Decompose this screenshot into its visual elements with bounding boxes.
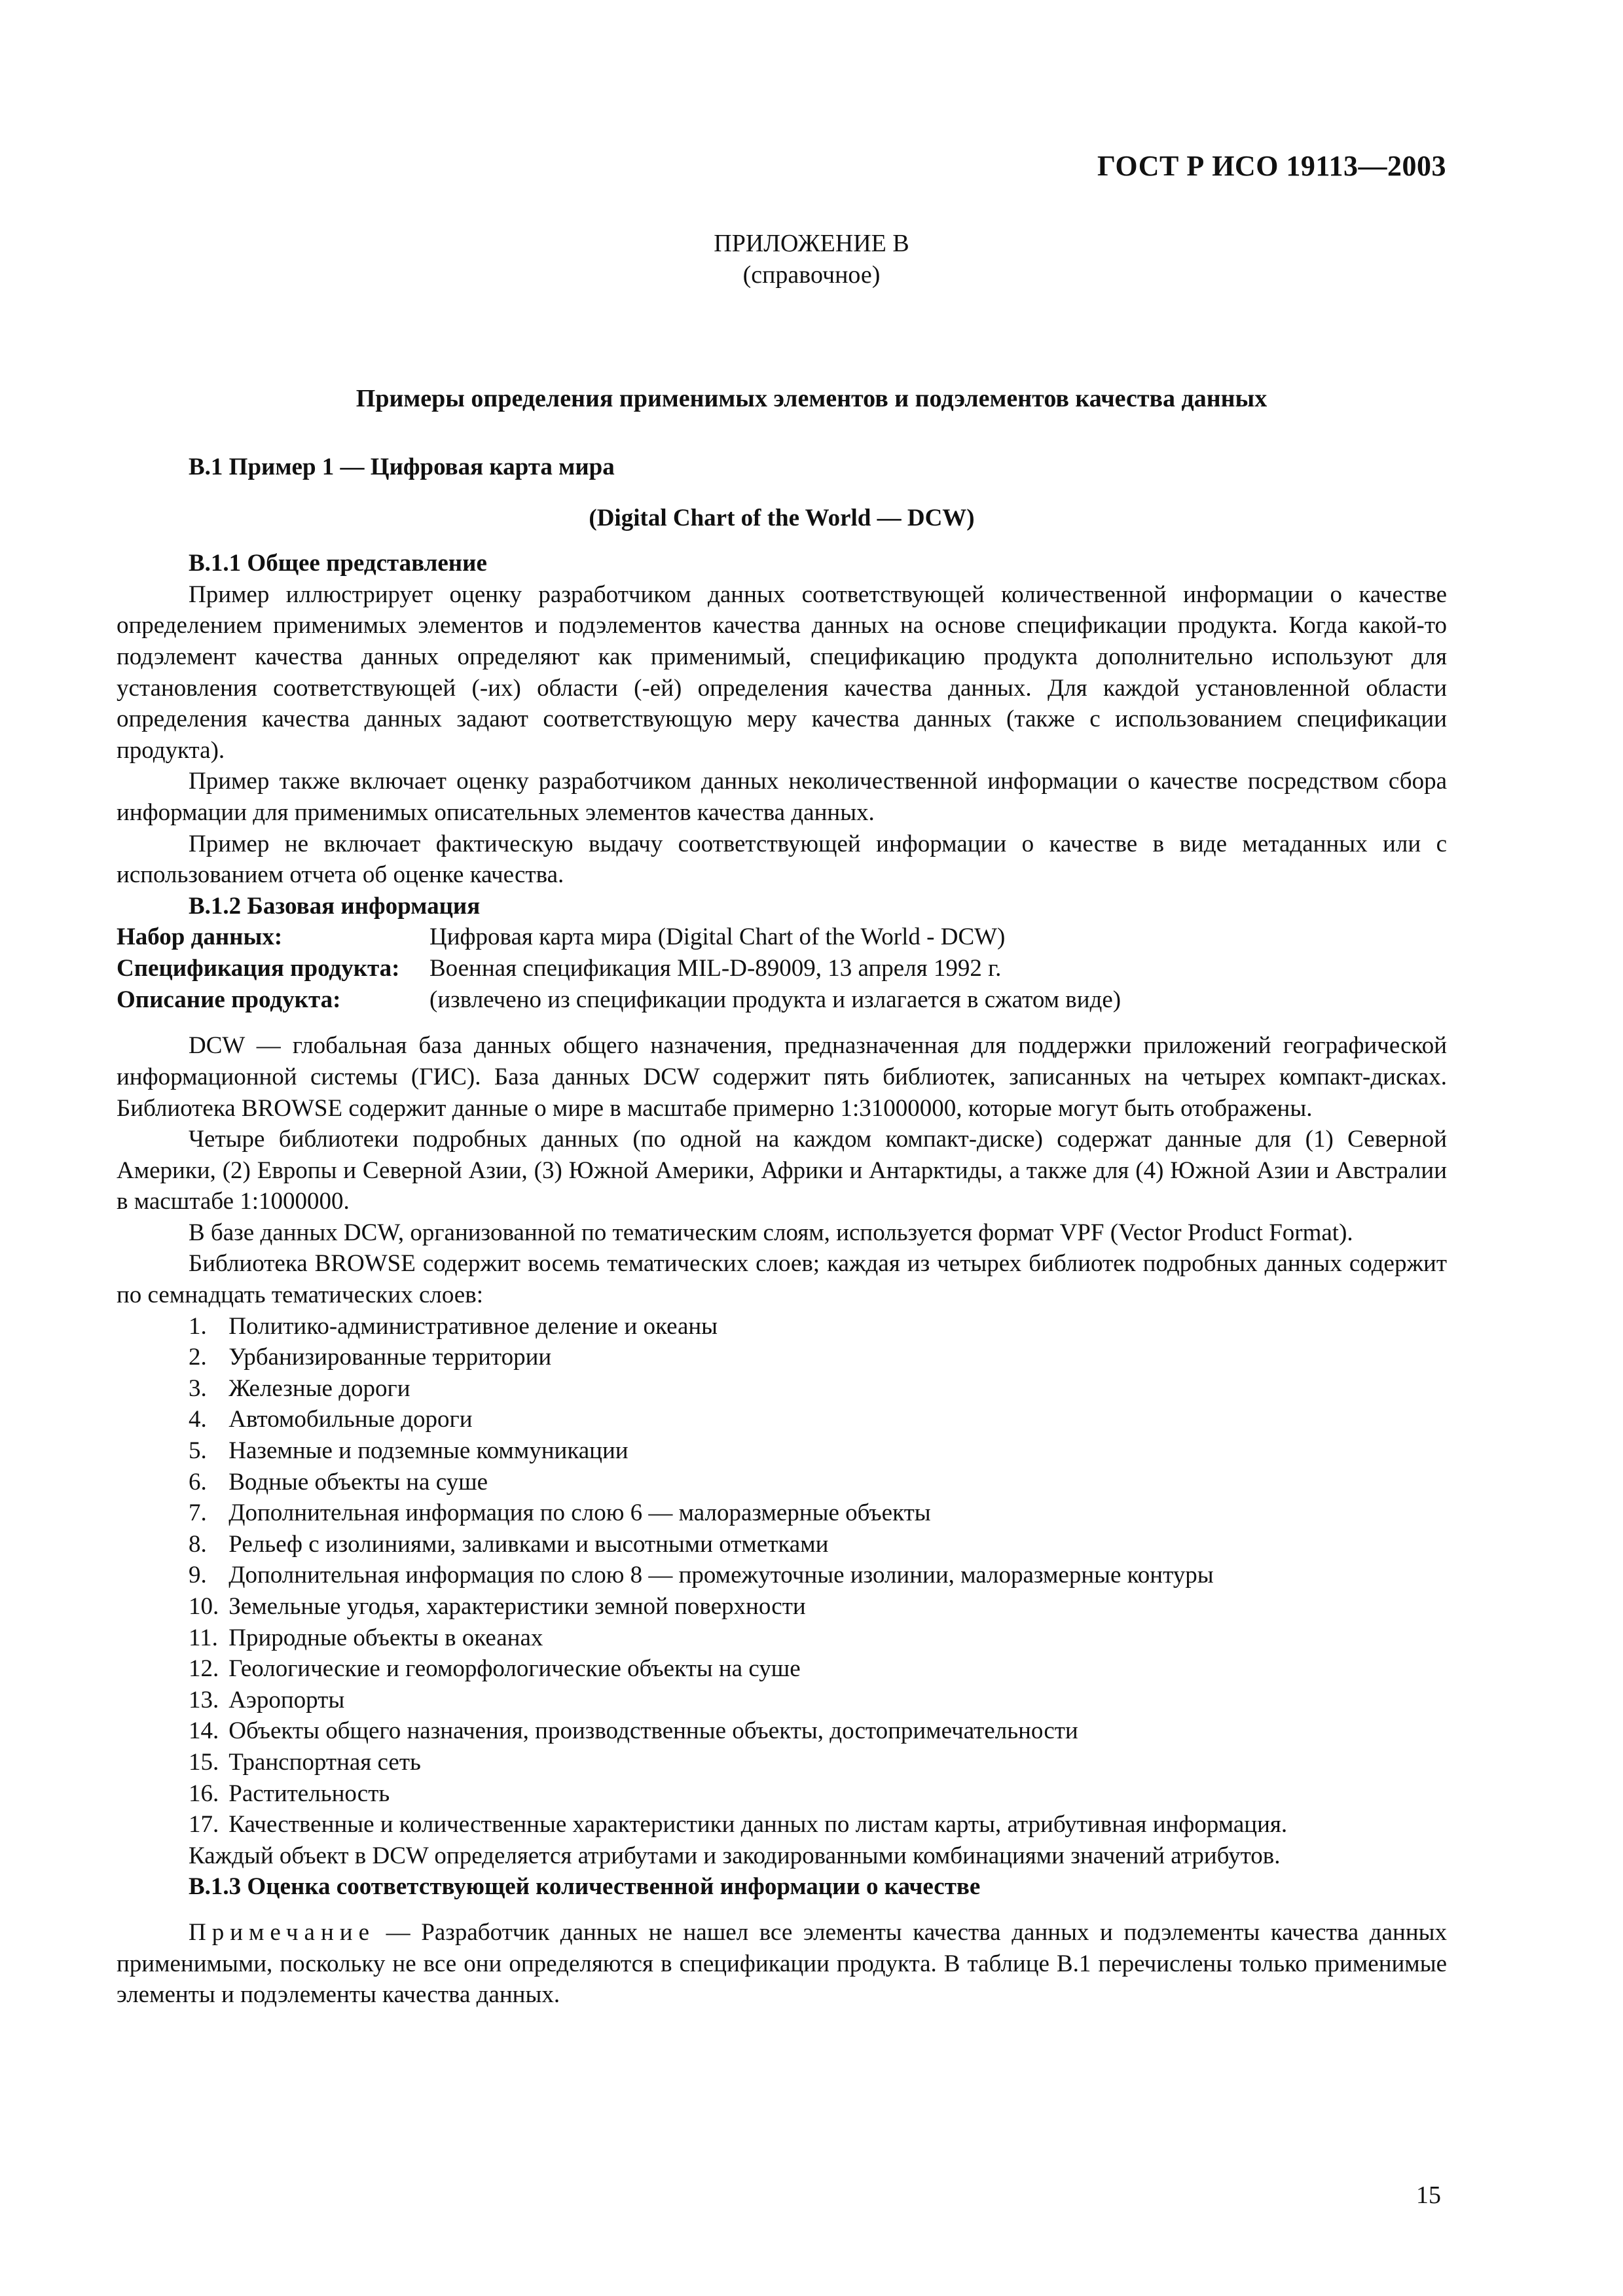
list-item: [189, 1342, 1447, 1373]
list-number: 12.: [189, 1655, 219, 1683]
list-text: Природные объекты в океанах: [228, 1624, 543, 1651]
info-label: Спецификация продукта:: [117, 955, 400, 982]
list-item: [189, 1715, 1447, 1747]
list-item: [189, 1778, 1447, 1810]
appendix-title: ПРИЛОЖЕНИЕ В: [714, 230, 909, 257]
list-text: Рельеф с изолиниями, заливками и высотными отметками: [228, 1530, 829, 1558]
list-item: [189, 1498, 1447, 1529]
list-text: Политико-административное деление и океаны: [228, 1312, 718, 1340]
list-text: Объекты общего назначения, производственные объекты, достопримечательности: [228, 1717, 1078, 1745]
list-text: Наземные и подземные коммуникации: [228, 1437, 629, 1465]
section-b12-heading: В.1.2 Базовая информация: [189, 892, 481, 920]
list-item: [189, 1560, 1447, 1591]
list-item: [189, 1809, 1447, 1840]
section-b1-subheading: (Digital Chart of the World — DCW): [589, 504, 975, 531]
list-text: Дополнительная информация по слою 8 — промежуточные изолинии, малоразмерные контуры: [228, 1562, 1214, 1589]
list-text: Автомобильные дороги: [228, 1406, 473, 1433]
paragraph: Библиотека BROWSE содержит восемь тематических слоев; каждая из четырех библиотек подробных данных содержит по семнадцать тематических слоев:: [117, 1250, 1447, 1309]
list-number: 3.: [189, 1374, 207, 1402]
info-label: Набор данных:: [117, 924, 283, 951]
closing-paragraph: Каждый объект в DCW определяется атрибутами и закодированными комбинациями значений атрибутов.: [189, 1842, 1281, 1869]
document-body: [117, 452, 1447, 2011]
paragraph: Пример не включает фактическую выдачу соответствующей информации о качестве в виде метаданных или с использованием отчета об оценке качества.: [117, 830, 1447, 889]
list-item: [189, 1623, 1447, 1654]
list-number: 13.: [189, 1686, 219, 1713]
list-item: [189, 1747, 1447, 1778]
list-text: Урбанизированные территории: [228, 1344, 552, 1371]
info-value: (извлечено из спецификации продукта и излагается в сжатом виде): [429, 986, 1122, 1014]
info-value: Цифровая карта мира (Digital Chart of the World - DCW): [429, 924, 1006, 951]
list-number: 8.: [189, 1530, 207, 1558]
list-item: [189, 1435, 1447, 1467]
thematic-layers-list: [117, 1311, 1447, 1840]
list-text: Водные объекты на суше: [228, 1468, 488, 1496]
main-title: Примеры определения применимых элементов и подэлементов качества данных: [356, 385, 1267, 412]
list-number: 15.: [189, 1748, 219, 1776]
list-number: 2.: [189, 1344, 207, 1371]
appendix-subtitle: (справочное): [742, 261, 881, 289]
list-number: 7.: [189, 1499, 207, 1527]
list-number: 14.: [189, 1717, 219, 1745]
list-item: [189, 1404, 1447, 1435]
note-label: Примечание: [189, 1918, 375, 1946]
list-number: 11.: [189, 1624, 218, 1651]
base-info-table: [117, 922, 1121, 1016]
table-row: [117, 984, 1121, 1016]
paragraph: Пример иллюстрирует оценку разработчиком данных соответствующей количественной информации о качестве определением применимых элементов и подэлементов качества данных на основе спецификации продукта. Когда какой-то подэлемент качества данных определяют как применимый, спецификацию продукта дополнительно используют для установления соответствующей (-их) области (-ей) определения качества данных. Для каждой установленной области определения качества данных задают соответствующую меру качества данных (также с использованием спецификации продукта).: [117, 581, 1447, 764]
list-text: Аэропорты: [228, 1686, 345, 1713]
info-value: Военная спецификация MIL-D-89009, 13 апреля 1992 г.: [429, 955, 1002, 982]
list-item: [189, 1529, 1447, 1560]
paragraph: В базе данных DCW, организованной по тематическим слоям, используется формат VPF (Vector Product Format).: [189, 1219, 1353, 1246]
list-number: 5.: [189, 1437, 207, 1465]
list-number: 4.: [189, 1406, 207, 1433]
list-text: Транспортная сеть: [228, 1748, 421, 1776]
list-text: Растительность: [228, 1780, 390, 1807]
list-number: 1.: [189, 1312, 207, 1340]
info-label: Описание продукта:: [117, 986, 341, 1014]
list-number: 6.: [189, 1468, 207, 1496]
note-text: — Разработчик данных не нашел все элементы качества данных и подэлементы качества данных применимыми, поскольку не все они определяются в спецификации продукта. В таблице В.1 перечислены только применимые элементы и подэлементы качества данных.: [117, 1918, 1447, 2009]
standard-header: ГОСТ Р ИСО 19113—2003: [1097, 150, 1446, 182]
list-item: [189, 1591, 1447, 1623]
table-row: [117, 922, 1121, 953]
appendix-heading: [0, 228, 1623, 291]
list-text: Дополнительная информация по слою 6 — малоразмерные объекты: [228, 1499, 931, 1527]
list-number: 10.: [189, 1593, 219, 1620]
list-text: Геологические и геоморфологические объекты на суше: [228, 1655, 801, 1683]
list-text: Железные дороги: [228, 1374, 410, 1402]
list-number: 9.: [189, 1562, 207, 1589]
note-paragraph: [117, 1917, 1447, 2011]
list-text: Качественные и количественные характеристики данных по листам карты, атрибутивная информация.: [228, 1811, 1288, 1839]
list-item: [189, 1467, 1447, 1498]
paragraph: DCW — глобальная база данных общего назначения, предназначенная для поддержки приложений географической информационной системы (ГИС). База данных DCW содержит пять библиотек, записанных на четырех компакт-дисках. Библиотека BROWSE содержит данные о мире в масштабе примерно 1:31000000, которые могут быть отображены.: [117, 1032, 1447, 1122]
section-b11-heading: В.1.1 Общее представление: [189, 550, 487, 577]
section-b1-heading: В.1 Пример 1 — Цифровая карта мира: [189, 454, 615, 480]
list-item: [189, 1373, 1447, 1405]
table-row: [117, 953, 1121, 984]
section-b13-heading: В.1.3 Оценка соответствующей количественной информации о качестве: [189, 1873, 981, 1901]
paragraph: Пример также включает оценку разработчиком данных неколичественной информации о качестве посредством сбора информации для применимых описательных элементов качества данных.: [117, 768, 1447, 826]
list-number: 17.: [189, 1811, 219, 1839]
list-text: Земельные угодья, характеристики земной поверхности: [228, 1593, 806, 1620]
list-item: [189, 1311, 1447, 1342]
list-item: [189, 1653, 1447, 1685]
paragraph: Четыре библиотеки подробных данных (по одной на каждом компакт-диске) содержат данные для (1) Северной Америки, (2) Европы и Северной Азии, (3) Южной Америки, Африки и Антарктиды, а также для (4) Южной Азии и Австралии в масштабе 1:1000000.: [117, 1126, 1447, 1215]
page-number: 15: [1416, 2181, 1441, 2209]
list-number: 16.: [189, 1780, 219, 1807]
list-item: [189, 1685, 1447, 1716]
